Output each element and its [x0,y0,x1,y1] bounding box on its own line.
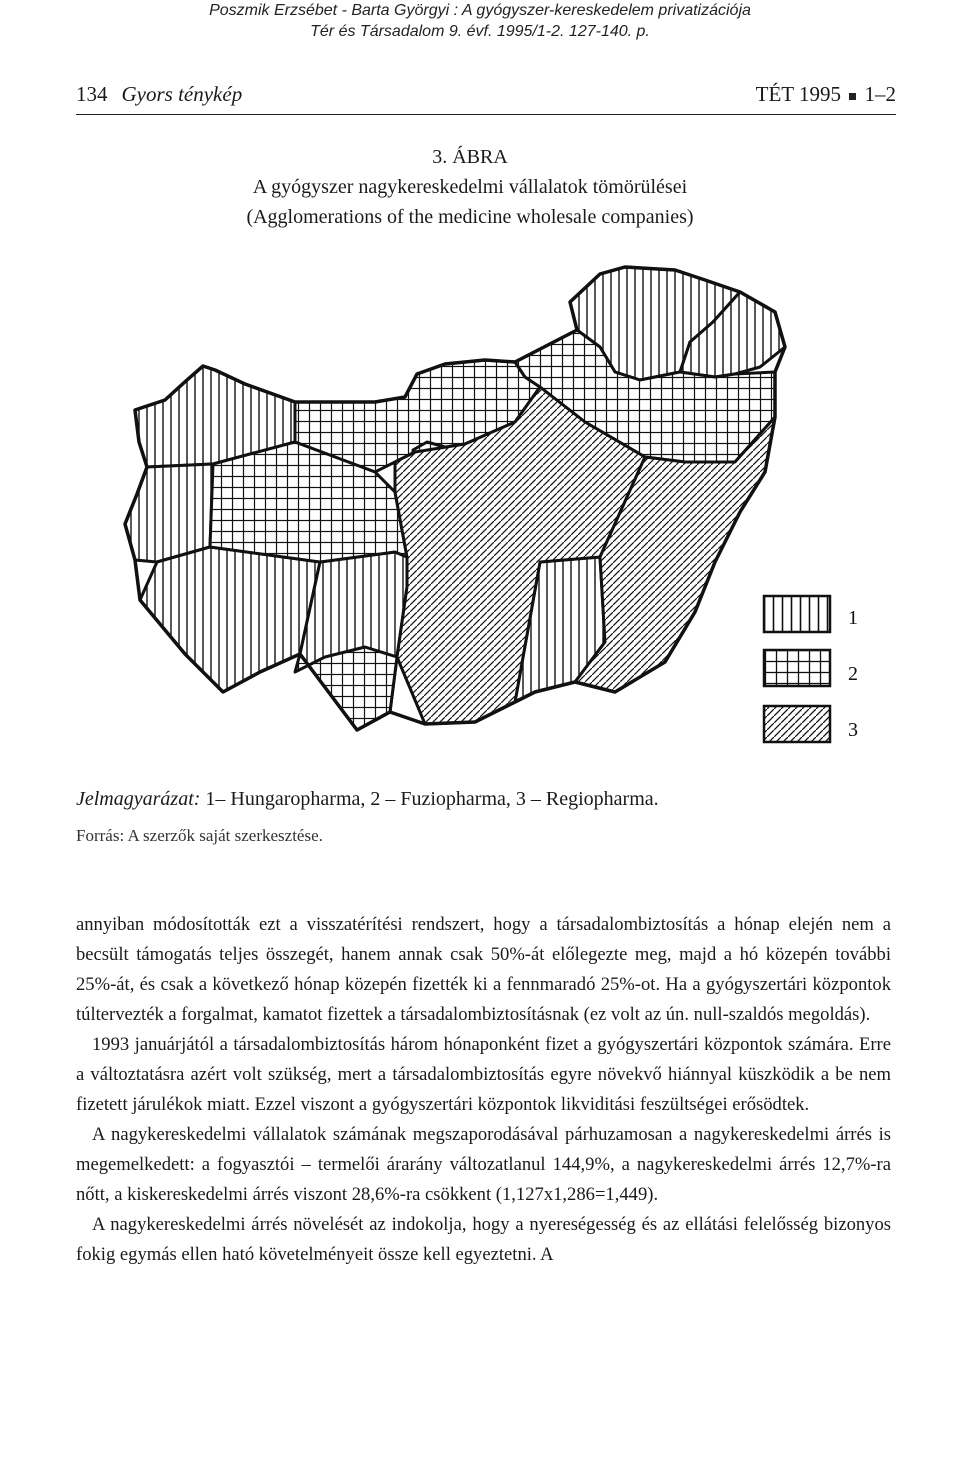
paragraph-3: A nagykereskedelmi vállalatok számának megszaporodásával párhuzamosan a nagykereskedelmi árrés is megemelkedett: a fogyasztói – termelői árarány változatlanul 144,9%, a nagykereskedelmi árrés 12,7%-ra nőtt, a kiskereskedelmi árrés viszont 28,6%-ra csökkent (1,127x1,286=1,449). [76,1124,891,1205]
section-name: Gyors ténykép [121,82,243,106]
journal-name: TÉT 1995 [755,82,841,106]
region-southwest [140,547,320,692]
running-header [76,80,896,115]
paragraph-2: 1993 januárjától a társadalombiztosítás három hónaponként fizet a gyógyszertári központok számára. Erre a változtatásra azért volt szükség, mert a társadalombiztosítás egyre növekvő hiánnyal küszködik a be nem fizetett járulékok miatt. Ezzel viszont a gyógyszertári központok likviditási feszültségei erősödtek. [76,1034,891,1115]
region-west-central [125,464,213,562]
issue-number: 1–2 [864,82,896,106]
bullet-icon [849,93,856,100]
legend-number-3: 3 [848,719,858,741]
legend-label: Jelmagyarázat: [76,788,201,810]
map-legend [760,590,880,750]
legend-swatch-grid [764,650,830,686]
body-text [76,910,891,1270]
legend-explanation [76,788,659,811]
legend-text: 1– Hungaropharma, 2 – Fuziopharma, 3 – Regiopharma. [200,788,659,810]
legend-number-1: 1 [848,607,858,629]
paragraph-4: A nagykereskedelmi árrés növelését az indokolja, hogy a nyereségesség és az ellátási felelősség bizonyos fokig egymás ellen ható követelményeit össze kell egyeztetni. A [76,1214,891,1265]
legend-number-2: 2 [848,663,858,685]
figure-number: 3. ÁBRA [432,146,508,168]
paragraph-1: annyiban módosították ezt a visszatérítési rendszert, hogy a társadalombiztosítás a hónap elején nem a becsült támogatás teljes összegét, hanem annak csak 50%-át előlegezte meg, majd a hó közepén további 25%-át, és csak a következő hónap közepén fizették ki a fennmaradó 25%-ot. Ha a gyógyszertári központok túltervezték a forgalmat, kamatot fizettek a társadalombiztosításnak (ez volt az ún. null-szaldós megoldás). [76,914,891,1025]
figure-source: Forrás: A szerzők saját szerkesztése. [76,826,323,845]
legend-swatch-diagonal [764,706,830,742]
legend-swatch-vertical [764,596,830,632]
page-number: 134 [76,82,108,106]
hungary-county-map [95,262,795,762]
figure-title: A gyógyszer nagykereskedelmi vállalatok tömörülései [252,176,688,198]
source-citation-line-1: Poszmik Erzsébet - Barta Györgyi : A gyógyszer-kereskedelem privatizációja [209,2,751,19]
figure-subtitle: (Agglomerations of the medicine wholesale companies) [246,206,694,228]
source-citation-line-2: Tér és Társadalom 9. évf. 1995/1-2. 127-140. p. [310,23,650,40]
